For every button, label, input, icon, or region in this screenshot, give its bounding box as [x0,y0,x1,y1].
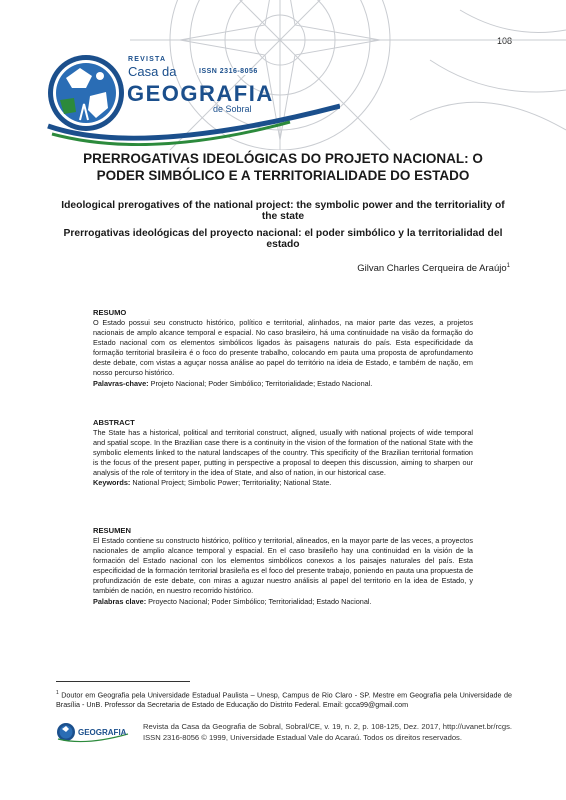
resumen-keywords [93,597,473,607]
page-number: 108 [496,36,512,46]
abstract-keywords-text: National Project; Simbolic Power; Territoriality; National State. [130,478,332,488]
title-english: Ideological prerogatives of the national project: the symbolic power and the territoriality of the state [61,200,505,222]
resumen-heading: RESUMEN [93,526,131,535]
resumo-heading: RESUMO [93,308,127,317]
resumen-keywords-text: Proyecto Nacional; Poder Simbólico; Territorialidad; Estado Nacional. [146,596,372,606]
title-portuguese: PRERROGATIVAS IDEOLÓGICAS DO PROJETO NACIONAL: O PODER SIMBÓLICO E A TERRITORIALIDADE DO ESTADO [83,151,483,183]
abstract-body: The State has a historical, political and territorial construct, aligned, usually with national projects of wide temporal and spatial scope. In the Brazilian case there is a continuity in the vision of the formation of the national State with the symbolic elements linked to the natural landscapes of the country. This specificity of the Brazilian territorial formation is the focus of the present paper, putting in perspective a proposal to deepen this discussion, aiming to sharpen our analysis of the role of territory in the idea of State, and also of nation, in our historical case. [93,428,473,478]
resumo-body: O Estado possui seu constructo histórico, político e territorial, alinhados, na maior parte das vezes, a projetos nacionais de amplo alcance temporal e espacial. No caso brasileiro, há uma continuidade na visão da formação do Estado nacional com os elementos simbólicos ligados às paisagens naturais do país. Esta especificidade da formação territorial brasileira é o foco do presente trabalho, colocando em pauta uma proposta de aprofundamento deste debate, com vistas a aguçar nossa análise ao papel do território na ideia de Estado, e também de nação, em nosso percurso histórico. [93,318,473,378]
author-text: Gilvan Charles Cerqueira de Araújo [357,263,507,275]
logo-issn-text: ISSN 2316-8056 [199,68,258,75]
abstract-heading: ABSTRACT [93,418,135,427]
logo-sobral-text: de Sobral [213,104,252,114]
logo-geografia-text: GEOGRAFIA [127,81,274,106]
footnote-mark: 1 [56,690,59,696]
footer-logo-text: GEOGRAFIA [78,728,127,737]
resumo-keywords-label: Palavras-chave: [93,378,149,388]
resumen-keywords-label: Palabras clave: [93,596,147,606]
logo-casa-text: Casa da [128,64,177,79]
footnote-text: Doutor em Geografia pela Universidade Estadual Paulista – Unesp, Campus de Rio Claro - SP. Mestre em Geografia pela Universidade de Brasília - UnB. Professor da Secretaria de Estado de Educação do Distrito Federal. Email: gcca99@gmail.com [56,690,512,710]
author-footnote-mark: 1 [506,263,510,269]
footer-citation: Revista da Casa da Geografia de Sobral, Sobral/CE, v. 19, n. 2, p. 108-125, Dez. 2017, http://uvanet.br/rcgs. ISSN 2316-8056 © 1999, Universidade Estadual Vale do Acaraú. Todos os direitos reservados. [143,722,512,742]
author-name [357,263,510,274]
resumen-body: El Estado contiene su constructo histórico, político y territorial, alineados, en la mayor parte de las veces, a proyectos nacionales de amplio alcance temporal y espacial. En el caso brasileño hay una continuidad en la visión de la formación del Estado nacional con los elementos simbólicos conexos a los paisajes naturales del país. Esta especificidad de la formación territorial brasileña es el foco del presente trabajo, poniendo en pauta una propuesta de profundización de este debate, con miras a aguzar nuestro análisis al papel del territorio en la idea de Estado, y también de nación, en nuestro recorrido histórico. [93,536,473,596]
abstract-section [93,417,473,489]
footer-journal-logo [56,720,130,744]
resumen-section [93,525,473,607]
title-spanish: Prerrogativas ideológicas del proyecto nacional: el poder simbólico y la territorialidad del estado [63,228,503,250]
resumo-section [93,307,473,389]
resumo-keywords [93,379,473,389]
footnote [56,688,512,710]
footnote-divider [56,681,190,682]
resumo-keywords-text: Projeto Nacional; Poder Simbólico; Territorialidade; Estado Nacional. [148,378,373,388]
logo-revista-text: REVISTA [128,56,167,63]
abstract-keywords [93,478,473,488]
abstract-keywords-label: Keywords: [93,478,131,488]
